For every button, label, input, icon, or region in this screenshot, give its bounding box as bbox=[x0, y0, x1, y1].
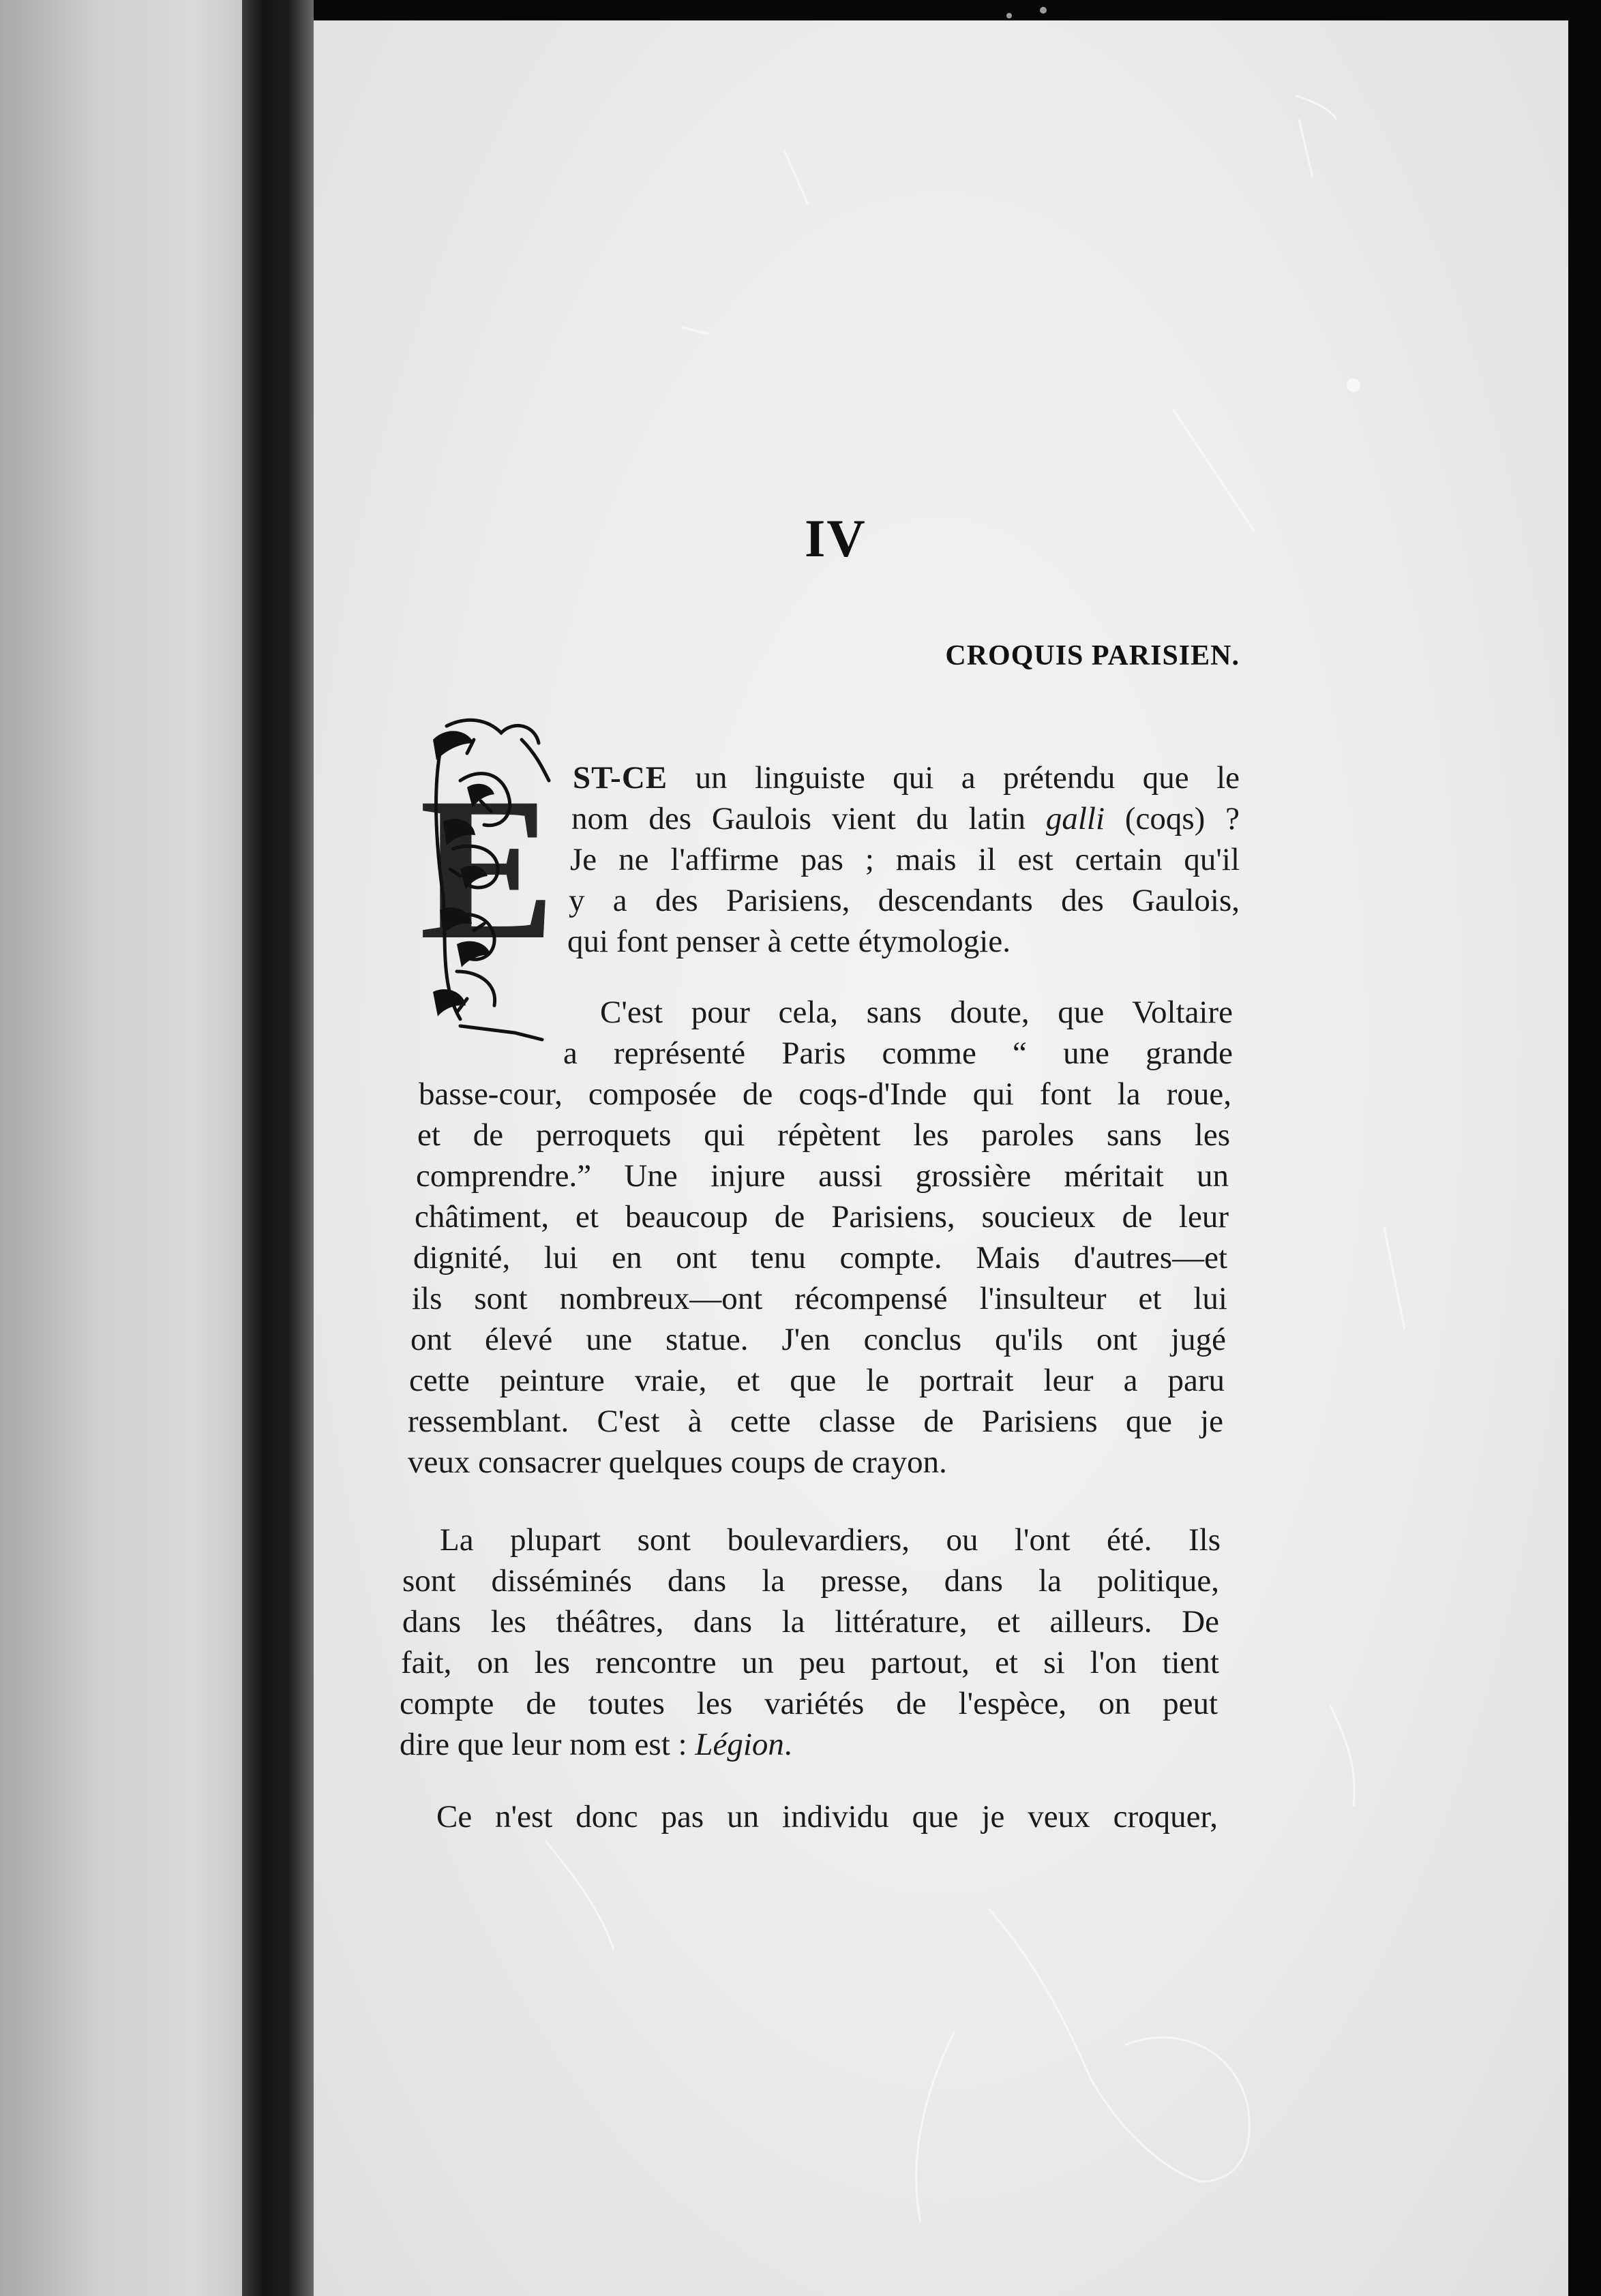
text-line: dignité, lui en ont tenu compte. Mais d'autres—et bbox=[413, 1240, 1227, 1275]
text-line: Je ne l'affirme pas ; mais il est certain qu'il bbox=[570, 842, 1240, 877]
text-line: dans les théâtres, dans la littérature, et ailleurs. De bbox=[402, 1604, 1219, 1640]
chapter-number: IV bbox=[805, 509, 867, 568]
text-line: et de perroquets qui répètent les paroles sans les bbox=[417, 1117, 1230, 1153]
text-line: ils sont nombreux—ont récompensé l'insulteur et lui bbox=[412, 1281, 1227, 1316]
text-line: sont disséminés dans la presse, dans la politique, bbox=[402, 1563, 1219, 1599]
text-line: La plupart sont boulevardiers, ou l'ont été. Ils bbox=[440, 1522, 1221, 1558]
text-line: nom des Gaulois vient du latin galli (coqs) ? bbox=[571, 801, 1240, 836]
book-gutter bbox=[242, 0, 314, 2296]
text-line: compte de toutes les variétés de l'espèce, on peut bbox=[400, 1686, 1218, 1721]
text-line: a représenté Paris comme “ une grande bbox=[563, 1036, 1233, 1071]
text-line: veux consacrer quelques coups de crayon. bbox=[408, 1445, 947, 1480]
section-title: CROQUIS PARISIEN. bbox=[945, 640, 1240, 671]
ornamental-dropcap-e bbox=[419, 712, 566, 1046]
text-line: comprendre.” Une injure aussi grossière méritait un bbox=[416, 1158, 1229, 1194]
text-line: qui font penser à cette étymologie. bbox=[567, 924, 1011, 959]
text-line: dire que leur nom est : Légion. bbox=[400, 1727, 792, 1762]
dropcap-letter: E bbox=[419, 755, 556, 982]
text-line: basse-cour, composée de coqs-d'Inde qui font la roue, bbox=[419, 1076, 1231, 1112]
text-line: cette peinture vraie, et que le portrait leur a paru bbox=[409, 1363, 1225, 1398]
facing-page bbox=[0, 0, 242, 2296]
text-line: ST-CE un linguiste qui a prétendu que le bbox=[573, 760, 1240, 796]
text-line: châtiment, et beaucoup de Parisiens, soucieux de leur bbox=[415, 1199, 1229, 1235]
text-line: y a des Parisiens, descendants des Gaulois, bbox=[569, 883, 1240, 918]
text-line: C'est pour cela, sans doute, que Voltaire bbox=[600, 995, 1233, 1030]
text-line: ont élevé une statue. J'en conclus qu'ils ont jugé bbox=[410, 1322, 1226, 1357]
text-line: fait, on les rencontre un peu partout, et si l'on tient bbox=[401, 1645, 1219, 1680]
text-line: Ce n'est donc pas un individu que je veux croquer, bbox=[436, 1799, 1218, 1834]
text-line: ressemblant. C'est à cette classe de Parisiens que je bbox=[408, 1404, 1223, 1439]
